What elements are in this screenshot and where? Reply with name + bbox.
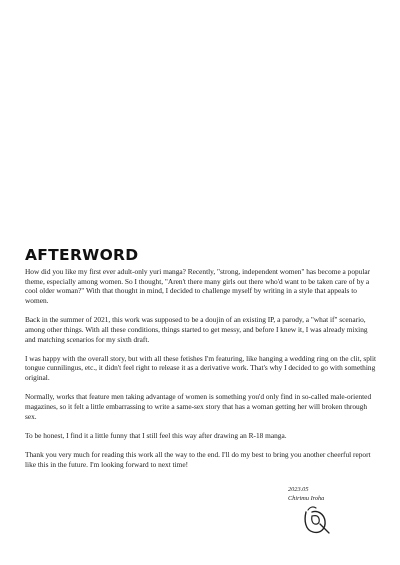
- afterword-paragraph: How did you like my first ever adult-only yuri manga? Recently, "strong, independent women" has become a popular theme, especially among women. So I thought, "Aren't there many girls out there who'd want to be taken care of by a cool older woman?" With that thought in mind, I decided to challenge myself by writing in a style that appeals to women.: [25, 267, 371, 306]
- signature-block: [288, 486, 324, 503]
- afterword-paragraph: Back in the summer of 2021, this work was supposed to be a doujin of an existing IP, a parody, a "what if" scenario, among other things. With all these conditions, things started to get messy, and before I knew it, I was already mixing and matching scenarios for my sixth draft.: [25, 315, 368, 344]
- afterword-paragraph: I was happy with the overall story, but with all these fetishes I'm featuring, like hanging a wedding ring on the clit, split tongue cunnilingus, etc., it didn't feel right to release it as a derivative work. That's why I decided to go with something original.: [25, 353, 377, 383]
- afterword-paragraph: Normally, works that feature men taking advantage of women is something you'd only find in so-called male-oriented magazines, so it felt a little embarrassing to write a same-sex story that has a woman getting her will broken through sex.: [25, 392, 372, 421]
- afterword-body: [25, 267, 377, 479]
- author-doodle-icon: [298, 502, 334, 538]
- afterword-title: AFTERWORD: [25, 246, 139, 264]
- afterword-paragraph: Thank you very much for reading this work all the way to the end. I'll do my best to bring you another cheerful report like this in the future. I'm looking forward to next time!: [25, 449, 371, 469]
- signature-date: 2023.05: [288, 486, 309, 493]
- signature-author: Chirimu Iroha: [288, 494, 325, 502]
- afterword-paragraph: To be honest, I find it a little funny that I still feel this way after drawing an R-18 manga.: [25, 430, 287, 440]
